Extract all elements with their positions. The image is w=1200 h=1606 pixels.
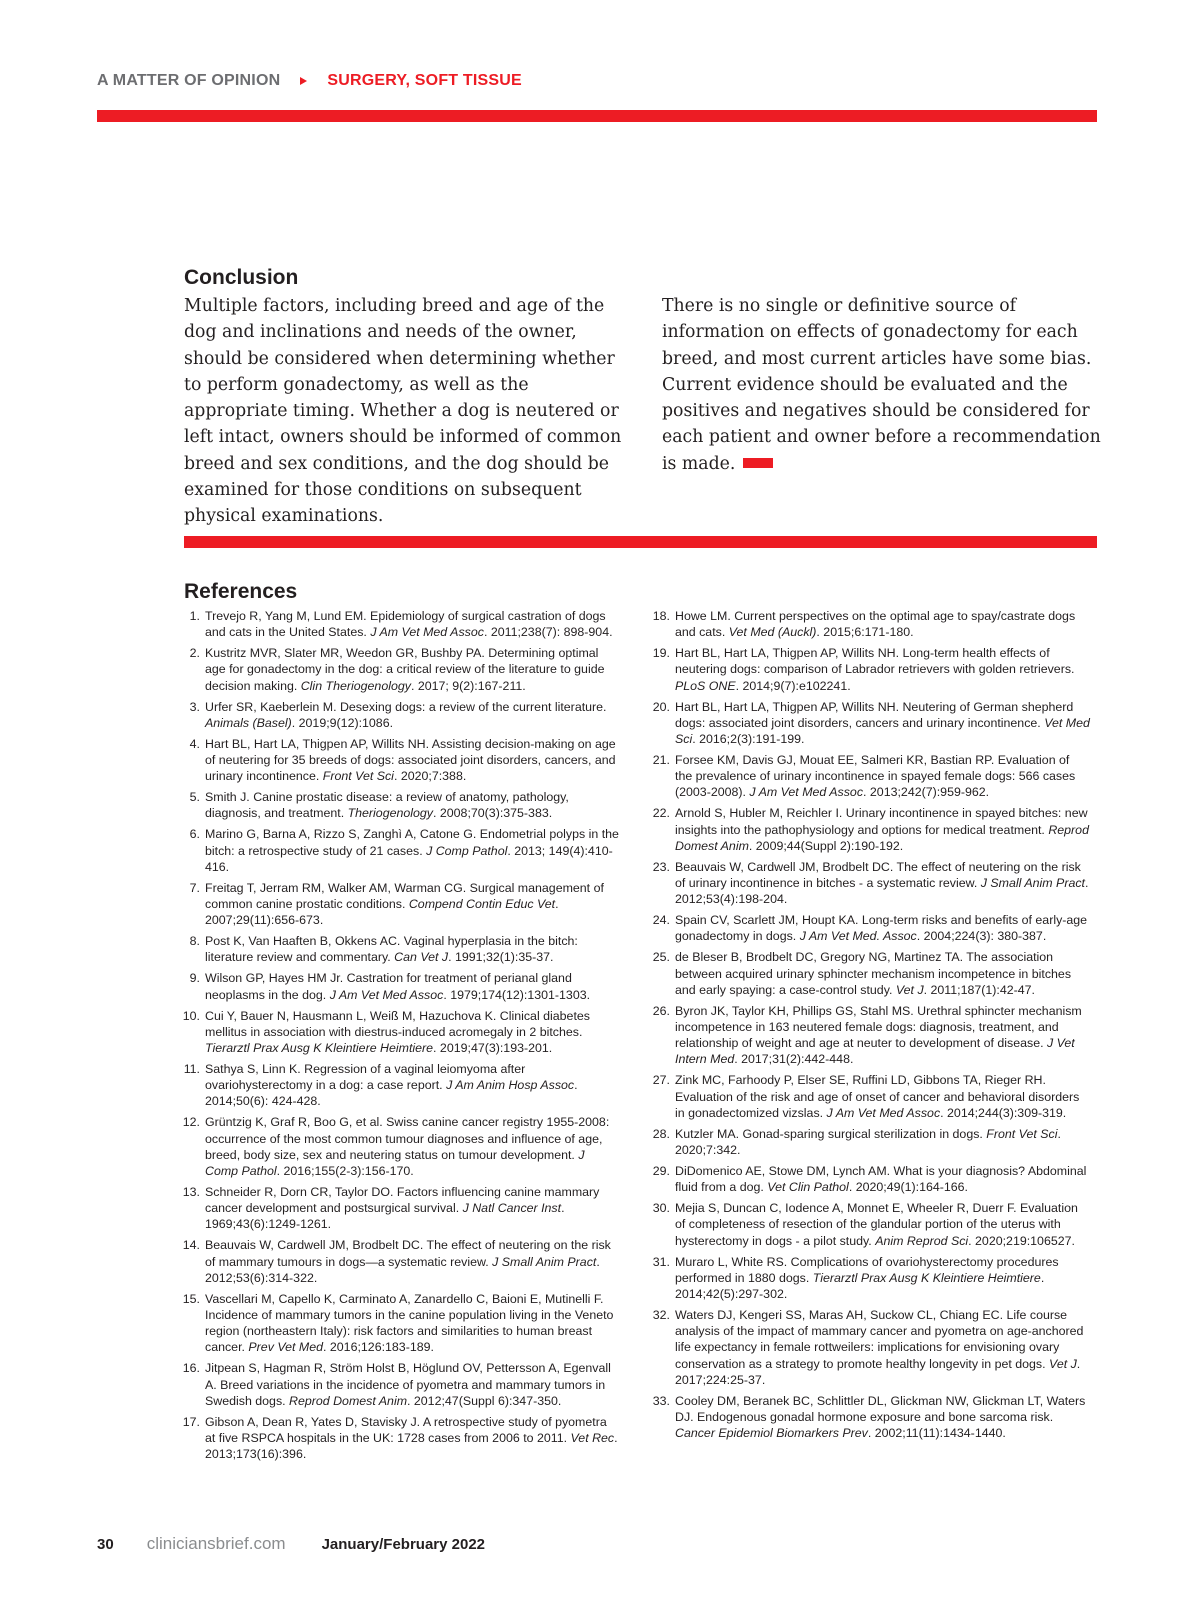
reference-citation: Howe LM. Current perspectives on the optimal age to spay/castrate dogs and cats.: [675, 609, 1076, 640]
reference-item: [180, 1414, 620, 1463]
reference-journal: J Small Anim Pract: [492, 1254, 597, 1269]
reference-number: 26.: [652, 1003, 670, 1018]
reference-citation: Gibson A, Dean R, Yates D, Stavisky J. A retrospective study of pyometra at five RSPCA hospitals in the UK: 1728 cases from 2006 to 2011.: [205, 1414, 607, 1446]
reference-text: [205, 933, 620, 965]
reference-journal: Vet Clin Pathol: [767, 1180, 849, 1195]
reference-text: [205, 699, 620, 731]
reference-details: . 2007;29(11):656-673.: [205, 897, 559, 928]
top-rule: [97, 110, 1097, 122]
reference-text: [205, 1414, 620, 1463]
references-column-left: [180, 608, 620, 1467]
reference-number: 15.: [182, 1291, 200, 1306]
reference-number: 16.: [182, 1361, 200, 1376]
reference-number: 11.: [183, 1062, 200, 1077]
conclusion-right-text: There is no single or definitive source of information on effects of gonadectomy for each breed, and most current articles have some bias. Current evidence should be evaluated and the positives and negatives should be considered for each patient and owner before a recommendation is made.: [662, 296, 1101, 474]
reference-journal: J Natl Cancer Inst: [462, 1201, 562, 1216]
reference-number: 9.: [189, 971, 200, 986]
reference-details: . 2014;9(7):e102241.: [735, 678, 851, 693]
reference-citation: Beauvais W, Cardwell JM, Brodbelt DC. The effect of neutering on the risk of mammary tumours in dogs—a systematic review.: [205, 1238, 611, 1269]
reference-journal: Vet Med (Auckl): [728, 625, 817, 640]
reference-details: . 2016;126:183-189.: [323, 1340, 434, 1355]
reference-details: . 2014;50(6): 424-428.: [205, 1078, 578, 1109]
reference-citation: Forsee KM, Davis GJ, Mouat EE, Salmeri KR, Bastian RP. Evaluation of the prevalence of urinary incontinence in spayed female dogs: 566 cases (2003-2008).: [675, 753, 1076, 800]
reference-details: . 2020;7:388.: [393, 769, 467, 784]
reference-journal: Can Vet J: [394, 950, 449, 965]
reference-citation: Spain CV, Scarlett JM, Houpt KA. Long-term risks and benefits of early-age gonadectomy in dogs.: [675, 913, 1088, 944]
reference-details: . 2011;238(7): 898-904.: [483, 625, 613, 640]
reference-journal: Reprod Domest Anim: [675, 822, 1089, 853]
reference-details: . 2016;2(3):191-199.: [692, 732, 805, 747]
reference-number: 31.: [652, 1254, 670, 1269]
reference-text: [205, 645, 620, 694]
reference-number: 13.: [182, 1185, 200, 1200]
reference-item: [180, 789, 620, 821]
page-footer: [97, 1534, 485, 1554]
reference-item: [650, 1393, 1090, 1442]
reference-item: [650, 1072, 1090, 1121]
reference-item: [180, 933, 620, 965]
reference-number: 30.: [652, 1201, 670, 1216]
reference-item: [650, 912, 1090, 944]
reference-citation: Smith J. Canine prostatic disease: a review of anatomy, pathology, diagnosis, and treatment.: [205, 790, 569, 821]
reference-journal: J Am Vet Med Assoc: [329, 987, 444, 1002]
issue-date: January/February 2022: [321, 1536, 486, 1553]
reference-citation: Schneider R, Dorn CR, Taylor DO. Factors influencing canine mammary cancer development and postsurgical survival.: [205, 1185, 600, 1216]
reference-text: [205, 1008, 620, 1057]
reference-journal: Theriogenology: [347, 806, 433, 821]
reference-text: [675, 1126, 1090, 1158]
conclusion-column-right: [662, 293, 1102, 477]
reference-citation: de Bleser B, Brodbelt DC, Gregory NG, Martinez TA. The association between acquired urinary sphincter mechanism incompetence in bitches and early spaying: a case-control study.: [675, 950, 1072, 997]
reference-text: [675, 752, 1090, 801]
reference-number: 5.: [189, 790, 200, 805]
reference-citation: Mejia S, Duncan C, Iodence A, Monnet E, Wheeler R, Duerr F. Evaluation of completeness of resection of the glandular portion of the uterus with hysterectomy in dogs - a pilot study.: [675, 1201, 1078, 1248]
reference-item: [650, 1200, 1090, 1249]
reference-text: [675, 1200, 1090, 1249]
reference-text: [675, 1307, 1090, 1388]
references-heading: References: [184, 580, 298, 603]
reference-text: [205, 1237, 620, 1286]
reference-citation: Post K, Van Haaften B, Okkens AC. Vaginal hyperplasia in the bitch: literature review and commentary.: [205, 934, 578, 965]
end-mark-icon: [743, 458, 773, 468]
reference-details: . 2014;244(3):309-319.: [940, 1105, 1067, 1120]
reference-journal: Vet J: [1049, 1356, 1077, 1371]
reference-item: [180, 1008, 620, 1057]
reference-journal: J Comp Pathol: [205, 1147, 585, 1179]
reference-details: . 1991;32(1):35-37.: [448, 950, 554, 965]
reference-item: [650, 1307, 1090, 1388]
reference-text: [675, 949, 1090, 998]
reference-citation: Waters DJ, Kengeri SS, Maras AH, Suckow CL, Chiang EC. Life course analysis of the impact of mammary cancer and pyometra on age-anchored life expectancy in female rottweilers: implications for envisioning ovary conservation as a strategy to promote healthy longevity in pet dogs.: [675, 1308, 1084, 1371]
reference-journal: Cancer Epidemiol Biomarkers Prev: [675, 1426, 868, 1441]
reference-details: . 2019;47(3):193-201.: [433, 1041, 553, 1056]
reference-item: [180, 1360, 620, 1409]
reference-number: 10.: [182, 1008, 200, 1023]
reference-text: [205, 1291, 620, 1356]
reference-number: 18.: [652, 609, 670, 623]
reference-item: [180, 1291, 620, 1356]
reference-citation: Freitag T, Jerram RM, Walker AM, Warman CG. Surgical management of common canine prostatic conditions.: [205, 880, 604, 912]
reference-journal: Prev Vet Med: [248, 1340, 324, 1355]
reference-details: . 2015;6:171-180.: [816, 625, 914, 640]
reference-text: [205, 1114, 620, 1179]
reference-citation: Hart BL, Hart LA, Thigpen AP, Willits NH. Assisting decision-making on age of neutering for 35 breeds of dogs: associated joint disorders, cancers, and urinary incontinence.: [205, 736, 616, 784]
reference-text: [205, 1184, 620, 1233]
reference-text: [675, 1072, 1090, 1121]
reference-journal: J Vet Intern Med: [675, 1036, 1075, 1067]
arrow-right-icon: [300, 77, 307, 85]
reference-text: [205, 1061, 620, 1110]
reference-details: . 2008;70(3):375-383.: [433, 806, 553, 821]
reference-item: [180, 970, 620, 1002]
reference-citation: Beauvais W, Cardwell JM, Brodbelt DC. The effect of neutering on the risk of urinary incontinence in bitches - a systematic review.: [675, 859, 1081, 891]
topic-label: SURGERY, SOFT TISSUE: [327, 72, 522, 89]
site-link[interactable]: cliniciansbrief.com: [146, 1534, 286, 1553]
reference-details: . 1979;174(12):1301-1303.: [443, 987, 591, 1002]
reference-citation: Wilson GP, Hayes HM Jr. Castration for treatment of perianal gland neoplasms in the dog.: [205, 971, 572, 1002]
reference-details: . 2016;155(2-3):156-170.: [276, 1164, 414, 1179]
reference-details: . 2014;42(5):297-302.: [675, 1270, 1045, 1302]
reference-citation: Muraro L, White RS. Complications of ovariohysterectomy procedures performed in 1880 dogs.: [675, 1254, 1059, 1285]
reference-item: [180, 880, 620, 929]
reference-details: . 2009;44(Suppl 2):190-192.: [748, 838, 904, 853]
reference-citation: Grüntzig K, Graf R, Boo G, et al. Swiss canine cancer registry 1955-2008: occurrence of the most common tumour diagnoses and influence of age, breed, body size, sex and neutering status on tumour development.: [205, 1115, 610, 1162]
reference-details: . 2020;7:342.: [675, 1126, 1061, 1158]
reference-item: [180, 699, 620, 731]
section-rule: [184, 536, 1097, 548]
reference-citation: Byron JK, Taylor KH, Phillips GS, Stahl MS. Urethral sphincter mechanism incompetence in 163 neutered female dogs: diagnosis, treatment, and relationship of weight and age at neuter to development of disease.: [675, 1003, 1082, 1051]
reference-text: [205, 826, 620, 875]
reference-details: . 2020;219:106527.: [968, 1233, 1075, 1248]
reference-journal: J Am Vet Med. Assoc: [799, 929, 917, 944]
reference-text: [675, 1163, 1090, 1195]
reference-journal: Reprod Domest Anim: [289, 1393, 408, 1408]
references-column-right: [650, 608, 1090, 1446]
reference-citation: Trevejo R, Yang M, Lund EM. Epidemiology of surgical castration of dogs and cats in the United States.: [205, 609, 606, 640]
reference-number: 28.: [652, 1126, 670, 1141]
reference-journal: Tierarztl Prax Ausg K Kleintiere Heimtiere: [812, 1270, 1041, 1285]
reference-item: [180, 1061, 620, 1110]
reference-text: [205, 970, 620, 1002]
reference-item: [650, 699, 1090, 748]
reference-text: [205, 1360, 620, 1409]
reference-journal: Front Vet Sci: [986, 1126, 1058, 1141]
reference-journal: J Am Vet Med Assoc: [370, 625, 484, 640]
reference-item: [180, 1237, 620, 1286]
reference-details: . 2011;187(1):42-47.: [923, 982, 1036, 997]
reference-journal: Anim Reprod Sci: [875, 1233, 969, 1248]
section-label: A MATTER OF OPINION: [97, 72, 281, 89]
reference-number: 19.: [652, 646, 670, 661]
reference-number: 25.: [652, 950, 670, 965]
reference-text: [205, 736, 620, 785]
reference-text: [675, 805, 1090, 854]
reference-citation: DiDomenico AE, Stowe DM, Lynch AM. What is your diagnosis? Abdominal fluid from a dog.: [675, 1164, 1087, 1195]
reference-citation: Vascellari M, Capello K, Carminato A, Zanardello C, Baioni E, Mutinelli F. Incidence of mammary tumors in the canine population living in the Veneto region (northeastern Italy): risk factors and similarities to human breast cancer.: [205, 1291, 614, 1355]
reference-citation: Kustritz MVR, Slater MR, Weedon GR, Bushby PA. Determining optimal age for gonadectomy in the dog: a critical review of the literature to guide decision making.: [205, 646, 605, 693]
reference-citation: Zink MC, Farhoody P, Elser SE, Ruffini LD, Gibbons TA, Rieger RH. Evaluation of the risk and age of onset of cancer and behavioral disorders in gonadectomized vizslas.: [675, 1073, 1080, 1120]
reference-number: 27.: [652, 1073, 670, 1088]
reference-item: [650, 608, 1090, 640]
reference-details: . 2002;11(11):1434-1440.: [867, 1426, 1006, 1441]
reference-number: 7.: [189, 880, 200, 895]
reference-details: . 2013;173(16):396.: [205, 1431, 618, 1462]
reference-number: 4.: [189, 736, 200, 751]
reference-item: [180, 826, 620, 875]
reference-details: . 2013; 149(4):410-416.: [205, 843, 613, 874]
reference-number: 23.: [652, 859, 670, 874]
reference-citation: Marino G, Barna A, Rizzo S, Zanghì A, Catone G. Endometrial polyps in the bitch: a retrospective study of 21 cases.: [205, 827, 619, 858]
reference-text: [675, 1003, 1090, 1068]
reference-journal: J Am Vet Med Assoc: [749, 785, 864, 800]
reference-item: [650, 1254, 1090, 1303]
reference-journal: J Am Vet Med Assoc: [826, 1105, 941, 1120]
reference-text: [675, 645, 1090, 694]
reference-text: [675, 1254, 1090, 1303]
reference-details: . 1969;43(6):1249-1261.: [205, 1201, 565, 1232]
reference-journal: J Comp Pathol: [426, 843, 508, 858]
reference-details: . 2012;47(Suppl 6):347-350.: [407, 1393, 562, 1408]
reference-details: . 2017;224:25-37.: [675, 1356, 1081, 1387]
reference-journal: Vet Med Sci: [675, 715, 1090, 747]
reference-journal: Compend Contin Educ Vet: [408, 897, 556, 912]
reference-citation: Cui Y, Bauer N, Hausmann L, Weiß M, Hazuchova K. Clinical diabetes mellitus in association with diestrus-induced acromegaly in 2 bitches.: [205, 1008, 590, 1039]
reference-citation: Sathya S, Linn K. Regression of a vaginal leiomyoma after ovariohysterectomy in a dog: a case report.: [205, 1062, 526, 1093]
reference-details: . 2019;9(12):1086.: [291, 715, 394, 730]
reference-item: [650, 1003, 1090, 1068]
reference-number: 32.: [652, 1308, 670, 1323]
reference-citation: Arnold S, Hubler M, Reichler I. Urinary incontinence in spayed bitches: new insights into the pathophysiology and options for medical treatment.: [675, 806, 1088, 837]
reference-number: 12.: [182, 1115, 200, 1130]
reference-item: [650, 1163, 1090, 1195]
reference-text: [675, 912, 1090, 944]
reference-item: [180, 608, 620, 640]
reference-number: 20.: [652, 699, 670, 714]
reference-citation: Hart BL, Hart LA, Thigpen AP, Willits NH. Neutering of German shepherd dogs: associated joint disorders, cancers and urinary incontinence.: [675, 699, 1074, 730]
reference-details: . 2013;242(7):959-962.: [863, 785, 990, 800]
reference-details: . 2020;49(1):164-166.: [848, 1180, 968, 1195]
reference-journal: Clin Theriogenology: [300, 678, 411, 693]
reference-number: 8.: [189, 934, 200, 949]
reference-text: [675, 608, 1090, 640]
running-header: [97, 70, 522, 92]
reference-item: [650, 949, 1090, 998]
reference-item: [650, 645, 1090, 694]
reference-item: [180, 1114, 620, 1179]
reference-citation: Urfer SR, Kaeberlein M. Desexing dogs: a review of the current literature.: [205, 699, 607, 714]
reference-citation: Jitpean S, Hagman R, Ström Holst B, Höglund OV, Pettersson A, Egenvall A. Breed variations in the incidence of pyometra and mammary tumors in Swedish dogs.: [205, 1361, 611, 1408]
reference-number: 1.: [189, 609, 200, 623]
reference-item: [650, 1126, 1090, 1158]
reference-journal: J Am Anim Hosp Assoc: [446, 1078, 575, 1093]
reference-number: 24.: [652, 913, 670, 928]
reference-journal: PLoS ONE: [675, 678, 736, 693]
reference-journal: Tierarztl Prax Ausg K Kleintiere Heimtiere: [205, 1041, 434, 1056]
reference-item: [180, 1184, 620, 1233]
reference-number: 6.: [189, 827, 200, 842]
reference-number: 21.: [652, 753, 670, 768]
reference-number: 14.: [182, 1238, 200, 1253]
reference-details: . 2017; 9(2):167-211.: [410, 678, 526, 693]
reference-number: 17.: [182, 1414, 200, 1429]
reference-journal: J Small Anim Pract: [980, 876, 1085, 891]
reference-journal: Front Vet Sci: [322, 769, 394, 784]
reference-details: . 2012;53(6):314-322.: [205, 1254, 600, 1285]
reference-citation: Hart BL, Hart LA, Thigpen AP, Willits NH. Long-term health effects of neutering dogs: comparison of Labrador retrievers with golden retrievers.: [675, 646, 1075, 677]
reference-item: [650, 859, 1090, 908]
reference-text: [675, 1393, 1090, 1442]
reference-number: 3.: [189, 699, 200, 714]
reference-text: [205, 608, 620, 640]
reference-journal: Animals (Basel): [205, 715, 292, 730]
reference-number: 29.: [652, 1164, 670, 1179]
reference-details: . 2004;224(3): 380-387.: [916, 929, 1047, 944]
reference-number: 33.: [652, 1393, 670, 1408]
reference-number: 22.: [652, 806, 670, 821]
reference-details: . 2017;31(2):442-448.: [734, 1052, 854, 1067]
conclusion-heading: Conclusion: [184, 266, 299, 289]
reference-item: [650, 805, 1090, 854]
reference-journal: Vet Rec: [570, 1431, 615, 1446]
reference-text: [205, 789, 620, 821]
reference-item: [180, 645, 620, 694]
reference-journal: Vet J: [895, 982, 924, 997]
reference-text: [205, 880, 620, 929]
reference-citation: Cooley DM, Beranek BC, Schlittler DL, Glickman NW, Glickman LT, Waters DJ. Endogenous gonadal hormone exposure and bone sarcoma risk.: [675, 1393, 1086, 1425]
reference-details: . 2012;53(4):198-204.: [675, 876, 1089, 907]
reference-item: [180, 736, 620, 785]
reference-citation: Kutzler MA. Gonad-sparing surgical sterilization in dogs.: [675, 1126, 987, 1141]
page-number: 30: [97, 1536, 114, 1553]
reference-number: 2.: [189, 646, 200, 661]
conclusion-column-left: Multiple factors, including breed and age of the dog and inclinations and needs of the owner, should be considered when determining whether to perform gonadectomy, as well as the appropriate timing. Whether a dog is neutered or left intact, owners should be informed of common breed and sex conditions, and the dog should be examined for those conditions on subsequent physical examinations.: [184, 296, 622, 527]
reference-text: [675, 859, 1090, 908]
reference-item: [650, 752, 1090, 801]
reference-text: [675, 699, 1090, 748]
